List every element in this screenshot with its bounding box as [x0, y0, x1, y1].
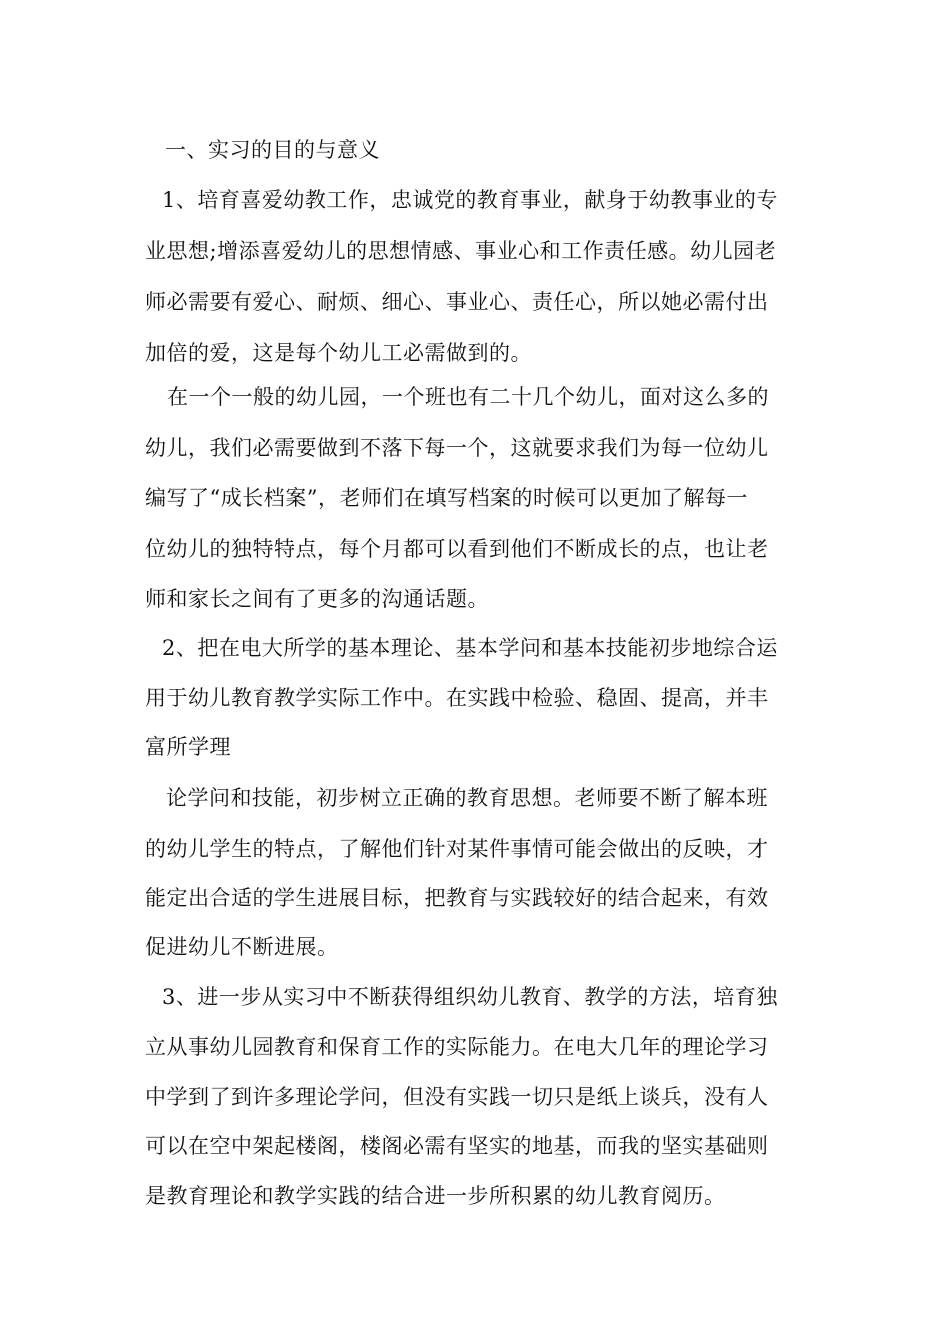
- paragraph-line: 师必需要有爱心、耐烦、细心、事业心、责任心，所以她必需付出: [145, 290, 769, 314]
- paragraph-line: 可以在空中架起楼阁，楼阁必需有坚实的地基，而我的坚实基础则: [145, 1134, 769, 1158]
- paragraph-line: 2、把在电大所学的基本理论、基本学问和基本技能初步地综合运: [162, 636, 778, 660]
- paragraph-line: 加倍的爱，这是每个幼儿工必需做到的。: [145, 341, 532, 365]
- paragraph-line: 是教育理论和教学实践的结合进一步所积累的幼儿教育阅历。: [145, 1184, 726, 1208]
- paragraph-line: 位幼儿的独特特点，每个月都可以看到他们不断成长的点，也让老: [145, 537, 769, 561]
- paragraph-line: 用于幼儿教育教学实际工作中。在实践中检验、稳固、提高，并丰: [145, 686, 769, 710]
- paragraph-line: 幼儿，我们必需要做到不落下每一个，这就要求我们为每一位幼儿: [145, 436, 769, 460]
- paragraph-line: 编写了“成长档案”，老师们在填写档案的时候可以更加了解每一: [145, 486, 748, 510]
- paragraph-line: 业思想;增添喜爱幼儿的思想情感、事业心和工作责任感。幼儿园老: [145, 239, 777, 263]
- paragraph-line: 能定出合适的学生进展目标，把教育与实践较好的结合起来，有效: [145, 886, 769, 910]
- paragraph-line: 的幼儿学生的特点，了解他们针对某件事情可能会做出的反映，才: [145, 837, 769, 861]
- section-heading: 一、实习的目的与意义: [165, 138, 380, 162]
- paragraph-line: 富所学理: [145, 735, 231, 759]
- paragraph-line: 促进幼儿不断进展。: [145, 935, 339, 959]
- paragraph-line: 在一个一般的幼儿园，一个班也有二十几个幼儿，面对这么多的: [167, 385, 769, 409]
- paragraph-line: 师和家长之间有了更多的沟通话题。: [145, 587, 489, 611]
- paragraph-line: 中学到了到许多理论学问，但没有实践一切只是纸上谈兵，没有人: [145, 1085, 769, 1109]
- paragraph-line: 3、进一步从实习中不断获得组织幼儿教育、教学的方法，培育独: [162, 985, 778, 1009]
- paragraph-line: 立从事幼儿园教育和保育工作的实际能力。在电大几年的理论学习: [145, 1035, 769, 1059]
- paragraph-line: 1、培育喜爱幼教工作，忠诚党的教育事业，献身于幼教事业的专: [162, 188, 778, 212]
- paragraph-line: 论学问和技能，初步树立正确的教育思想。老师要不断了解本班: [166, 786, 768, 810]
